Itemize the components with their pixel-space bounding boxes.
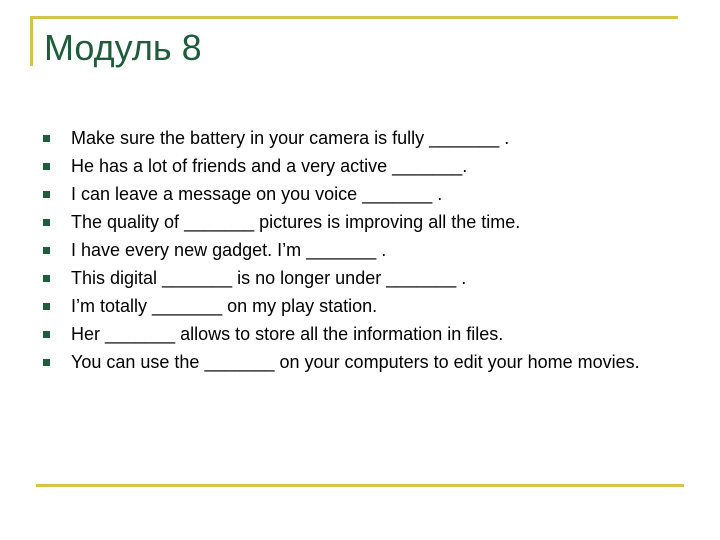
list-item (40, 156, 670, 176)
frame-line-left (30, 16, 33, 66)
square-bullet-icon (43, 303, 50, 310)
square-bullet-icon (43, 219, 50, 226)
list-item (40, 128, 670, 148)
square-bullet-icon (43, 247, 50, 254)
square-bullet-icon (43, 275, 50, 282)
sentence-text: The quality of _______ pictures is improving all the time. (71, 212, 521, 232)
sentence-text: I’m totally _______ on my play station. (71, 296, 378, 316)
exercise-list (40, 128, 670, 372)
sentence-text: You can use the _______ on your computers to edit your home movies. (71, 352, 640, 372)
sentence-text: This digital _______ is no longer under _______ . (71, 268, 467, 288)
list-item (40, 240, 670, 260)
slide-title: Модуль 8 (44, 27, 202, 68)
sentence-text: He has a lot of friends and a very active _______. (71, 156, 468, 176)
square-bullet-icon (43, 359, 50, 366)
sentence-text: I have every new gadget. I’m _______ . (71, 240, 387, 260)
list-item (40, 184, 670, 204)
sentence-text: I can leave a message on you voice _______ . (71, 184, 443, 204)
square-bullet-icon (43, 191, 50, 198)
square-bullet-icon (43, 135, 50, 142)
frame-line-bottom (36, 484, 684, 487)
frame-line-top (30, 16, 678, 19)
square-bullet-icon (43, 331, 50, 338)
list-item (40, 352, 670, 372)
sentence-text: Make sure the battery in your camera is fully _______ . (71, 128, 510, 148)
square-bullet-icon (43, 163, 50, 170)
list-item (40, 324, 670, 344)
list-item (40, 268, 670, 288)
sentence-text: Her _______ allows to store all the information in files. (71, 324, 504, 344)
list-item (40, 296, 670, 316)
list-item (40, 212, 670, 232)
